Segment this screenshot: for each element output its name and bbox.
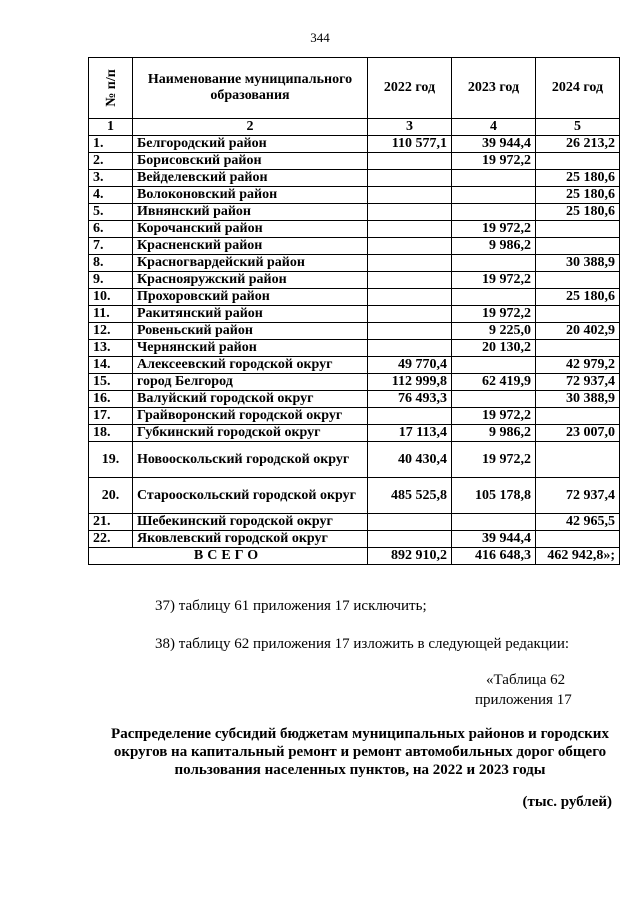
- header-2023: 2023 год: [452, 58, 536, 119]
- table-row: [89, 170, 620, 187]
- units-label: (тыс. рублей): [522, 794, 612, 810]
- municipality-name: Чернянский район: [133, 340, 368, 357]
- total-2022: 892 910,2: [368, 548, 452, 565]
- value-2023: 39 944,4: [452, 531, 536, 548]
- value-2022: 40 430,4: [368, 442, 452, 478]
- table-row: [89, 514, 620, 531]
- table-row: [89, 272, 620, 289]
- value-2024: [536, 408, 620, 425]
- row-number: 7.: [89, 238, 133, 255]
- value-2023: 62 419,9: [452, 374, 536, 391]
- municipality-name: Красненский район: [133, 238, 368, 255]
- municipality-name: Ивнянский район: [133, 204, 368, 221]
- value-2022: 485 525,8: [368, 478, 452, 514]
- municipality-name: Грайворонский городской округ: [133, 408, 368, 425]
- value-2024: [536, 442, 620, 478]
- value-2022: 112 999,8: [368, 374, 452, 391]
- value-2022: 17 113,4: [368, 425, 452, 442]
- municipality-name: Вейделевский район: [133, 170, 368, 187]
- header-2024: 2024 год: [536, 58, 620, 119]
- municipality-name: Шебекинский городской округ: [133, 514, 368, 531]
- value-2023: [452, 289, 536, 306]
- total-2023: 416 648,3: [452, 548, 536, 565]
- table-row: [89, 238, 620, 255]
- row-number: 17.: [89, 408, 133, 425]
- col-index: 3: [368, 119, 452, 136]
- row-number: 1.: [89, 136, 133, 153]
- table-row: [89, 374, 620, 391]
- municipality-name: Новооскольский городской округ: [133, 442, 368, 478]
- municipality-name: Губкинский городской округ: [133, 425, 368, 442]
- table-row: [89, 357, 620, 374]
- table-row: [89, 442, 620, 478]
- value-2023: [452, 187, 536, 204]
- table-row: [89, 408, 620, 425]
- table-row: [89, 187, 620, 204]
- row-number: 15.: [89, 374, 133, 391]
- value-2022: [368, 323, 452, 340]
- value-2022: [368, 153, 452, 170]
- row-number: 18.: [89, 425, 133, 442]
- value-2022: [368, 221, 452, 238]
- value-2024: [536, 153, 620, 170]
- table-row: [89, 531, 620, 548]
- municipality-name: город Белгород: [133, 374, 368, 391]
- col-index: 5: [536, 119, 620, 136]
- value-2023: [452, 514, 536, 531]
- row-number: 11.: [89, 306, 133, 323]
- value-2022: [368, 272, 452, 289]
- value-2023: [452, 255, 536, 272]
- value-2023: 9 225,0: [452, 323, 536, 340]
- table-row: [89, 255, 620, 272]
- header-2022: 2022 год: [368, 58, 452, 119]
- value-2024: [536, 221, 620, 238]
- table-row: [89, 478, 620, 514]
- col-index: 1: [89, 119, 133, 136]
- value-2024: [536, 306, 620, 323]
- value-2024: 25 180,6: [536, 204, 620, 221]
- value-2023: [452, 357, 536, 374]
- value-2023: 19 972,2: [452, 442, 536, 478]
- table-row: [89, 425, 620, 442]
- total-label: ВСЕГО: [89, 548, 368, 565]
- row-number: 4.: [89, 187, 133, 204]
- value-2024: 25 180,6: [536, 170, 620, 187]
- municipality-name: Волоконовский район: [133, 187, 368, 204]
- value-2024: 23 007,0: [536, 425, 620, 442]
- value-2022: [368, 531, 452, 548]
- value-2023: 9 986,2: [452, 425, 536, 442]
- row-number: 3.: [89, 170, 133, 187]
- header-num: № п/п: [89, 58, 133, 119]
- value-2023: 19 972,2: [452, 153, 536, 170]
- table-row: [89, 323, 620, 340]
- table-row: [89, 136, 620, 153]
- row-number: 8.: [89, 255, 133, 272]
- table-row: [89, 204, 620, 221]
- total-2024: 462 942,8»;: [536, 548, 620, 565]
- value-2022: [368, 255, 452, 272]
- value-2022: [368, 340, 452, 357]
- value-2024: 20 402,9: [536, 323, 620, 340]
- table-body: [89, 136, 620, 548]
- row-number: 16.: [89, 391, 133, 408]
- row-number: 21.: [89, 514, 133, 531]
- column-index-row: [89, 119, 620, 136]
- municipality-name: Белгородский район: [133, 136, 368, 153]
- value-2022: [368, 289, 452, 306]
- paragraph-37: 37) таблицу 61 приложения 17 исключить;: [155, 598, 427, 614]
- value-2023: 19 972,2: [452, 221, 536, 238]
- value-2024: [536, 531, 620, 548]
- row-number: 10.: [89, 289, 133, 306]
- value-2024: [536, 238, 620, 255]
- total-row: [89, 548, 620, 565]
- value-2024: 30 388,9: [536, 391, 620, 408]
- table-header-row: [89, 58, 620, 119]
- table-row: [89, 391, 620, 408]
- page-number: 344: [310, 30, 330, 45]
- value-2024: 72 937,4: [536, 374, 620, 391]
- municipality-name: Ровеньский район: [133, 323, 368, 340]
- value-2024: 42 979,2: [536, 357, 620, 374]
- value-2022: [368, 514, 452, 531]
- municipality-name: Борисовский район: [133, 153, 368, 170]
- value-2023: 19 972,2: [452, 272, 536, 289]
- paragraph-38: 38) таблицу 62 приложения 17 изложить в следующей редакции:: [155, 636, 570, 652]
- value-2022: [368, 238, 452, 255]
- table-ref-line-2: приложения 17: [475, 692, 572, 708]
- table-row: [89, 221, 620, 238]
- value-2024: 26 213,2: [536, 136, 620, 153]
- value-2022: [368, 187, 452, 204]
- row-number: 13.: [89, 340, 133, 357]
- municipality-name: Прохоровский район: [133, 289, 368, 306]
- section-heading: Распределение субсидий бюджетам муниципальных районов и городских округов на капитальный ремонт и ремонт автомобильных дорог общего пользования населенных пунктов, на 2022 и 2023 годы: [111, 726, 609, 778]
- value-2022: 110 577,1: [368, 136, 452, 153]
- row-number: 19.: [89, 442, 133, 478]
- municipality-name: Алексеевский городской округ: [133, 357, 368, 374]
- col-index: 4: [452, 119, 536, 136]
- value-2022: [368, 204, 452, 221]
- table-row: [89, 340, 620, 357]
- row-number: 22.: [89, 531, 133, 548]
- row-number: 9.: [89, 272, 133, 289]
- municipality-name: Краснояружский район: [133, 272, 368, 289]
- value-2023: [452, 391, 536, 408]
- row-number: 2.: [89, 153, 133, 170]
- col-index: 2: [133, 119, 368, 136]
- value-2024: 30 388,9: [536, 255, 620, 272]
- value-2022: 76 493,3: [368, 391, 452, 408]
- row-number: 12.: [89, 323, 133, 340]
- value-2022: [368, 408, 452, 425]
- municipality-name: Корочанский район: [133, 221, 368, 238]
- subsidy-table: [88, 57, 620, 565]
- header-name: Наименование муниципального образования: [133, 58, 368, 119]
- value-2024: 25 180,6: [536, 187, 620, 204]
- value-2024: 42 965,5: [536, 514, 620, 531]
- value-2023: 19 972,2: [452, 306, 536, 323]
- value-2023: [452, 170, 536, 187]
- table-ref-line-1: «Таблица 62: [486, 672, 566, 688]
- value-2022: 49 770,4: [368, 357, 452, 374]
- value-2023: 19 972,2: [452, 408, 536, 425]
- municipality-name: Красногвардейский район: [133, 255, 368, 272]
- value-2024: 25 180,6: [536, 289, 620, 306]
- value-2024: [536, 340, 620, 357]
- value-2022: [368, 306, 452, 323]
- value-2024: [536, 272, 620, 289]
- table-row: [89, 306, 620, 323]
- value-2023: 9 986,2: [452, 238, 536, 255]
- table-row: [89, 289, 620, 306]
- row-number: 20.: [89, 478, 133, 514]
- municipality-name: Валуйский городской округ: [133, 391, 368, 408]
- municipality-name: Ракитянский район: [133, 306, 368, 323]
- municipality-name: Старооскольский городской округ: [133, 478, 368, 514]
- value-2023: 39 944,4: [452, 136, 536, 153]
- value-2023: [452, 204, 536, 221]
- municipality-name: Яковлевский городской округ: [133, 531, 368, 548]
- table-row: [89, 153, 620, 170]
- row-number: 5.: [89, 204, 133, 221]
- value-2022: [368, 170, 452, 187]
- value-2023: 105 178,8: [452, 478, 536, 514]
- value-2024: 72 937,4: [536, 478, 620, 514]
- row-number: 14.: [89, 357, 133, 374]
- row-number: 6.: [89, 221, 133, 238]
- value-2023: 20 130,2: [452, 340, 536, 357]
